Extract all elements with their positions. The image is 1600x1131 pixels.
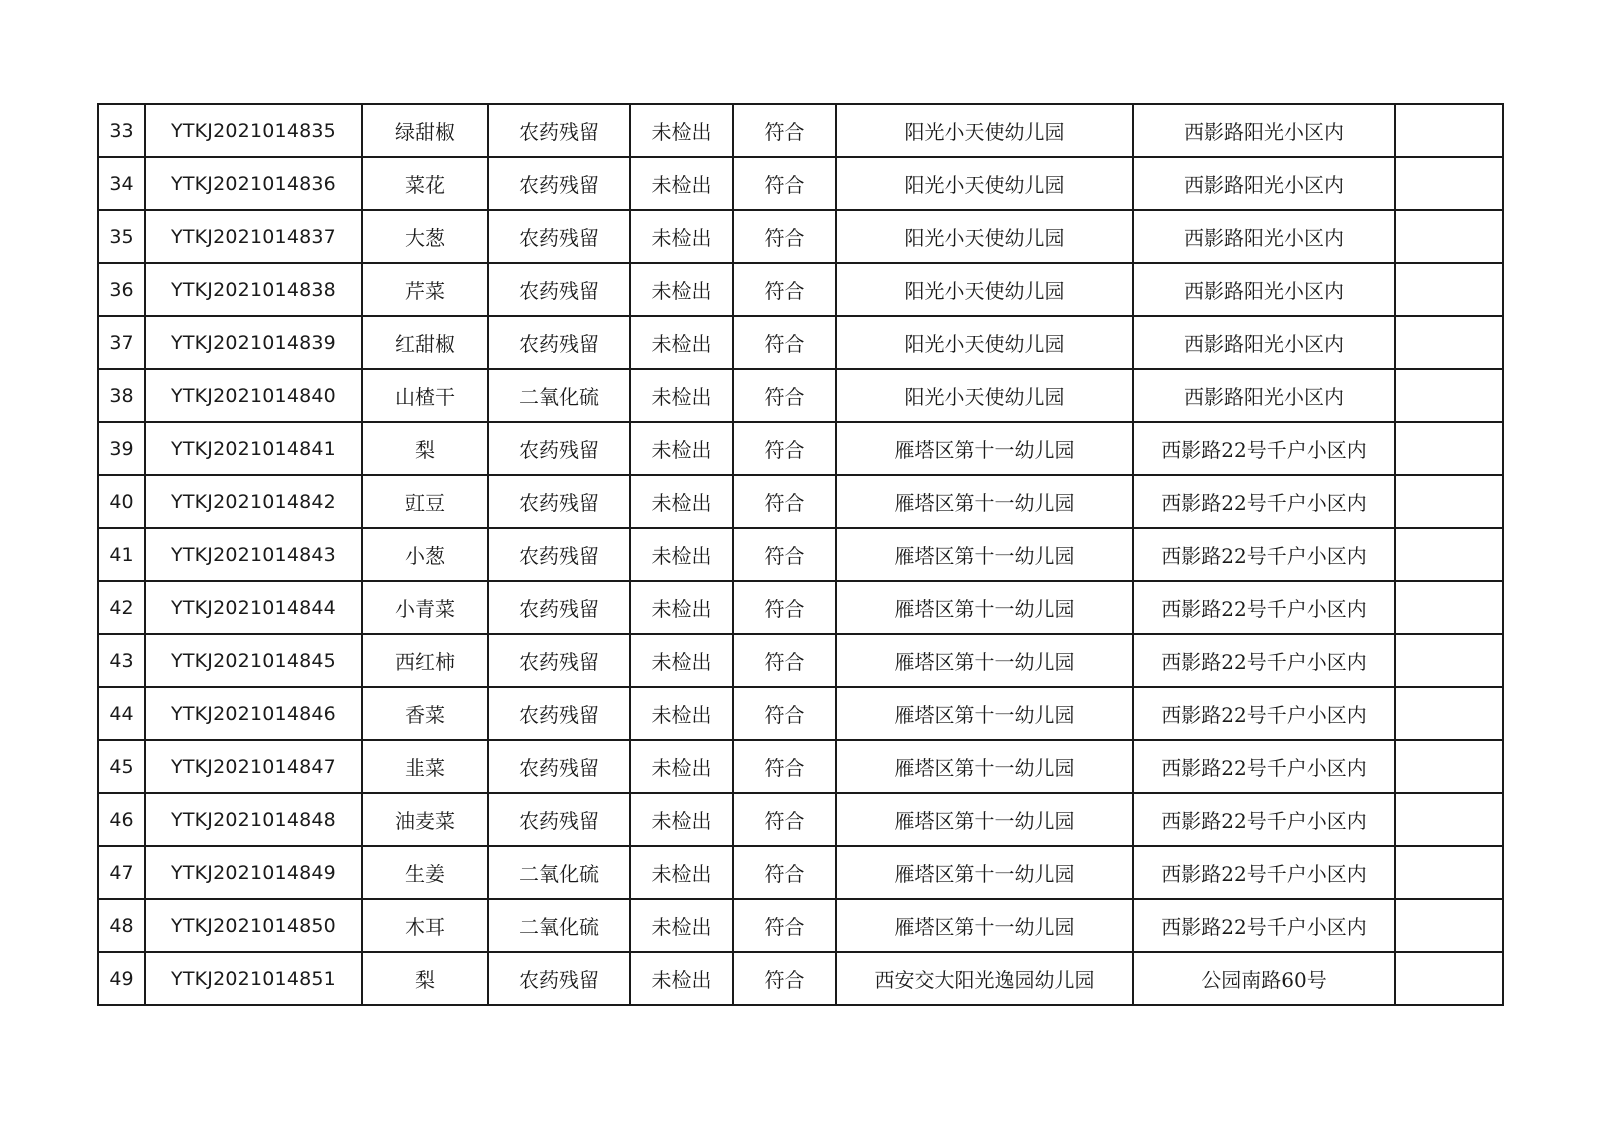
test-result-cell: 未检出 bbox=[630, 952, 733, 1005]
test-item-cell: 农药残留 bbox=[488, 952, 630, 1005]
row-number-cell: 42 bbox=[98, 581, 145, 634]
table-row bbox=[98, 740, 1503, 793]
test-result-cell: 未检出 bbox=[630, 104, 733, 157]
conclusion-cell: 符合 bbox=[733, 422, 836, 475]
table-row bbox=[98, 846, 1503, 899]
sample-name-cell: 芹菜 bbox=[362, 263, 488, 316]
sample-id-cell: YTKJ2021014845 bbox=[145, 634, 362, 687]
table-row bbox=[98, 528, 1503, 581]
test-item-cell: 农药残留 bbox=[488, 634, 630, 687]
row-number-cell: 36 bbox=[98, 263, 145, 316]
unit-address-cell: 西影路阳光小区内 bbox=[1133, 263, 1395, 316]
test-result-cell: 未检出 bbox=[630, 581, 733, 634]
table-body bbox=[98, 104, 1503, 1005]
remarks-cell bbox=[1395, 846, 1503, 899]
row-number-cell: 46 bbox=[98, 793, 145, 846]
sample-name-cell: 木耳 bbox=[362, 899, 488, 952]
sample-name-cell: 豇豆 bbox=[362, 475, 488, 528]
sample-id-cell: YTKJ2021014842 bbox=[145, 475, 362, 528]
sampled-unit-cell: 阳光小天使幼儿园 bbox=[836, 369, 1133, 422]
table-row bbox=[98, 581, 1503, 634]
test-result-cell: 未检出 bbox=[630, 369, 733, 422]
row-number-cell: 37 bbox=[98, 316, 145, 369]
sample-name-cell: 梨 bbox=[362, 422, 488, 475]
sample-id-cell: YTKJ2021014841 bbox=[145, 422, 362, 475]
test-item-cell: 农药残留 bbox=[488, 581, 630, 634]
unit-address-cell: 西影路22号千户小区内 bbox=[1133, 793, 1395, 846]
sampled-unit-cell: 阳光小天使幼儿园 bbox=[836, 104, 1133, 157]
unit-address-cell: 西影路22号千户小区内 bbox=[1133, 528, 1395, 581]
sample-name-cell: 小青菜 bbox=[362, 581, 488, 634]
sample-id-cell: YTKJ2021014847 bbox=[145, 740, 362, 793]
sampled-unit-cell: 阳光小天使幼儿园 bbox=[836, 157, 1133, 210]
remarks-cell bbox=[1395, 952, 1503, 1005]
sample-id-cell: YTKJ2021014835 bbox=[145, 104, 362, 157]
sample-name-cell: 菜花 bbox=[362, 157, 488, 210]
table-row bbox=[98, 899, 1503, 952]
sample-name-cell: 山楂干 bbox=[362, 369, 488, 422]
row-number-cell: 39 bbox=[98, 422, 145, 475]
table-row bbox=[98, 475, 1503, 528]
test-item-cell: 农药残留 bbox=[488, 104, 630, 157]
conclusion-cell: 符合 bbox=[733, 846, 836, 899]
test-item-cell: 二氧化硫 bbox=[488, 369, 630, 422]
test-item-cell: 农药残留 bbox=[488, 210, 630, 263]
unit-address-cell: 西影路阳光小区内 bbox=[1133, 210, 1395, 263]
row-number-cell: 33 bbox=[98, 104, 145, 157]
sample-name-cell: 西红柿 bbox=[362, 634, 488, 687]
sampled-unit-cell: 雁塔区第十一幼儿园 bbox=[836, 793, 1133, 846]
conclusion-cell: 符合 bbox=[733, 475, 836, 528]
sampled-unit-cell: 雁塔区第十一幼儿园 bbox=[836, 899, 1133, 952]
sample-name-cell: 大葱 bbox=[362, 210, 488, 263]
test-item-cell: 农药残留 bbox=[488, 422, 630, 475]
remarks-cell bbox=[1395, 369, 1503, 422]
row-number-cell: 47 bbox=[98, 846, 145, 899]
sample-name-cell: 韭菜 bbox=[362, 740, 488, 793]
unit-address-cell: 西影路22号千户小区内 bbox=[1133, 422, 1395, 475]
unit-address-cell: 西影路阳光小区内 bbox=[1133, 369, 1395, 422]
sample-id-cell: YTKJ2021014844 bbox=[145, 581, 362, 634]
test-item-cell: 农药残留 bbox=[488, 528, 630, 581]
test-result-cell: 未检出 bbox=[630, 899, 733, 952]
sampled-unit-cell: 雁塔区第十一幼儿园 bbox=[836, 634, 1133, 687]
table-row bbox=[98, 793, 1503, 846]
sample-name-cell: 梨 bbox=[362, 952, 488, 1005]
test-item-cell: 农药残留 bbox=[488, 475, 630, 528]
conclusion-cell: 符合 bbox=[733, 634, 836, 687]
sampled-unit-cell: 西安交大阳光逸园幼儿园 bbox=[836, 952, 1133, 1005]
test-result-cell: 未检出 bbox=[630, 793, 733, 846]
sampled-unit-cell: 雁塔区第十一幼儿园 bbox=[836, 528, 1133, 581]
remarks-cell bbox=[1395, 581, 1503, 634]
sample-id-cell: YTKJ2021014846 bbox=[145, 687, 362, 740]
sample-name-cell: 红甜椒 bbox=[362, 316, 488, 369]
table-row bbox=[98, 263, 1503, 316]
sample-id-cell: YTKJ2021014848 bbox=[145, 793, 362, 846]
test-result-cell: 未检出 bbox=[630, 157, 733, 210]
test-result-cell: 未检出 bbox=[630, 846, 733, 899]
sample-id-cell: YTKJ2021014843 bbox=[145, 528, 362, 581]
unit-address-cell: 西影路22号千户小区内 bbox=[1133, 634, 1395, 687]
test-item-cell: 农药残留 bbox=[488, 263, 630, 316]
table-row bbox=[98, 157, 1503, 210]
sample-id-cell: YTKJ2021014838 bbox=[145, 263, 362, 316]
row-number-cell: 49 bbox=[98, 952, 145, 1005]
unit-address-cell: 西影路阳光小区内 bbox=[1133, 104, 1395, 157]
row-number-cell: 48 bbox=[98, 899, 145, 952]
row-number-cell: 41 bbox=[98, 528, 145, 581]
sample-id-cell: YTKJ2021014850 bbox=[145, 899, 362, 952]
row-number-cell: 40 bbox=[98, 475, 145, 528]
conclusion-cell: 符合 bbox=[733, 528, 836, 581]
test-item-cell: 农药残留 bbox=[488, 157, 630, 210]
remarks-cell bbox=[1395, 210, 1503, 263]
row-number-cell: 38 bbox=[98, 369, 145, 422]
test-item-cell: 农药残留 bbox=[488, 740, 630, 793]
conclusion-cell: 符合 bbox=[733, 581, 836, 634]
test-result-cell: 未检出 bbox=[630, 475, 733, 528]
conclusion-cell: 符合 bbox=[733, 687, 836, 740]
remarks-cell bbox=[1395, 634, 1503, 687]
unit-address-cell: 西影路22号千户小区内 bbox=[1133, 846, 1395, 899]
table-row bbox=[98, 104, 1503, 157]
sample-id-cell: YTKJ2021014851 bbox=[145, 952, 362, 1005]
table-row bbox=[98, 316, 1503, 369]
unit-address-cell: 西影路阳光小区内 bbox=[1133, 316, 1395, 369]
table-row bbox=[98, 952, 1503, 1005]
conclusion-cell: 符合 bbox=[733, 263, 836, 316]
unit-address-cell: 西影路阳光小区内 bbox=[1133, 157, 1395, 210]
test-item-cell: 农药残留 bbox=[488, 316, 630, 369]
remarks-cell bbox=[1395, 740, 1503, 793]
sample-id-cell: YTKJ2021014840 bbox=[145, 369, 362, 422]
conclusion-cell: 符合 bbox=[733, 952, 836, 1005]
unit-address-cell: 西影路22号千户小区内 bbox=[1133, 581, 1395, 634]
test-result-cell: 未检出 bbox=[630, 634, 733, 687]
sample-name-cell: 香菜 bbox=[362, 687, 488, 740]
table-row bbox=[98, 687, 1503, 740]
sampled-unit-cell: 雁塔区第十一幼儿园 bbox=[836, 581, 1133, 634]
remarks-cell bbox=[1395, 687, 1503, 740]
unit-address-cell: 公园南路60号 bbox=[1133, 952, 1395, 1005]
table-row bbox=[98, 369, 1503, 422]
conclusion-cell: 符合 bbox=[733, 104, 836, 157]
conclusion-cell: 符合 bbox=[733, 316, 836, 369]
sampled-unit-cell: 雁塔区第十一幼儿园 bbox=[836, 422, 1133, 475]
sample-id-cell: YTKJ2021014849 bbox=[145, 846, 362, 899]
row-number-cell: 35 bbox=[98, 210, 145, 263]
sampled-unit-cell: 雁塔区第十一幼儿园 bbox=[836, 687, 1133, 740]
test-item-cell: 农药残留 bbox=[488, 793, 630, 846]
unit-address-cell: 西影路22号千户小区内 bbox=[1133, 475, 1395, 528]
remarks-cell bbox=[1395, 263, 1503, 316]
row-number-cell: 34 bbox=[98, 157, 145, 210]
sample-id-cell: YTKJ2021014839 bbox=[145, 316, 362, 369]
inspection-results-table bbox=[97, 103, 1504, 1006]
sample-name-cell: 油麦菜 bbox=[362, 793, 488, 846]
test-item-cell: 二氧化硫 bbox=[488, 846, 630, 899]
test-result-cell: 未检出 bbox=[630, 210, 733, 263]
test-result-cell: 未检出 bbox=[630, 263, 733, 316]
table-row bbox=[98, 210, 1503, 263]
unit-address-cell: 西影路22号千户小区内 bbox=[1133, 899, 1395, 952]
test-result-cell: 未检出 bbox=[630, 316, 733, 369]
conclusion-cell: 符合 bbox=[733, 793, 836, 846]
test-result-cell: 未检出 bbox=[630, 528, 733, 581]
remarks-cell bbox=[1395, 316, 1503, 369]
unit-address-cell: 西影路22号千户小区内 bbox=[1133, 740, 1395, 793]
conclusion-cell: 符合 bbox=[733, 210, 836, 263]
remarks-cell bbox=[1395, 899, 1503, 952]
row-number-cell: 43 bbox=[98, 634, 145, 687]
sampled-unit-cell: 雁塔区第十一幼儿园 bbox=[836, 475, 1133, 528]
sampled-unit-cell: 阳光小天使幼儿园 bbox=[836, 316, 1133, 369]
conclusion-cell: 符合 bbox=[733, 899, 836, 952]
remarks-cell bbox=[1395, 528, 1503, 581]
sample-name-cell: 绿甜椒 bbox=[362, 104, 488, 157]
sampled-unit-cell: 雁塔区第十一幼儿园 bbox=[836, 740, 1133, 793]
sample-id-cell: YTKJ2021014837 bbox=[145, 210, 362, 263]
test-result-cell: 未检出 bbox=[630, 687, 733, 740]
conclusion-cell: 符合 bbox=[733, 157, 836, 210]
sampled-unit-cell: 阳光小天使幼儿园 bbox=[836, 210, 1133, 263]
remarks-cell bbox=[1395, 157, 1503, 210]
test-result-cell: 未检出 bbox=[630, 740, 733, 793]
test-item-cell: 二氧化硫 bbox=[488, 899, 630, 952]
sampled-unit-cell: 雁塔区第十一幼儿园 bbox=[836, 846, 1133, 899]
remarks-cell bbox=[1395, 104, 1503, 157]
sample-id-cell: YTKJ2021014836 bbox=[145, 157, 362, 210]
conclusion-cell: 符合 bbox=[733, 369, 836, 422]
row-number-cell: 45 bbox=[98, 740, 145, 793]
table-row bbox=[98, 422, 1503, 475]
remarks-cell bbox=[1395, 793, 1503, 846]
table-row bbox=[98, 634, 1503, 687]
test-result-cell: 未检出 bbox=[630, 422, 733, 475]
row-number-cell: 44 bbox=[98, 687, 145, 740]
conclusion-cell: 符合 bbox=[733, 740, 836, 793]
remarks-cell bbox=[1395, 422, 1503, 475]
unit-address-cell: 西影路22号千户小区内 bbox=[1133, 687, 1395, 740]
sampled-unit-cell: 阳光小天使幼儿园 bbox=[836, 263, 1133, 316]
sample-name-cell: 小葱 bbox=[362, 528, 488, 581]
sample-name-cell: 生姜 bbox=[362, 846, 488, 899]
test-item-cell: 农药残留 bbox=[488, 687, 630, 740]
remarks-cell bbox=[1395, 475, 1503, 528]
